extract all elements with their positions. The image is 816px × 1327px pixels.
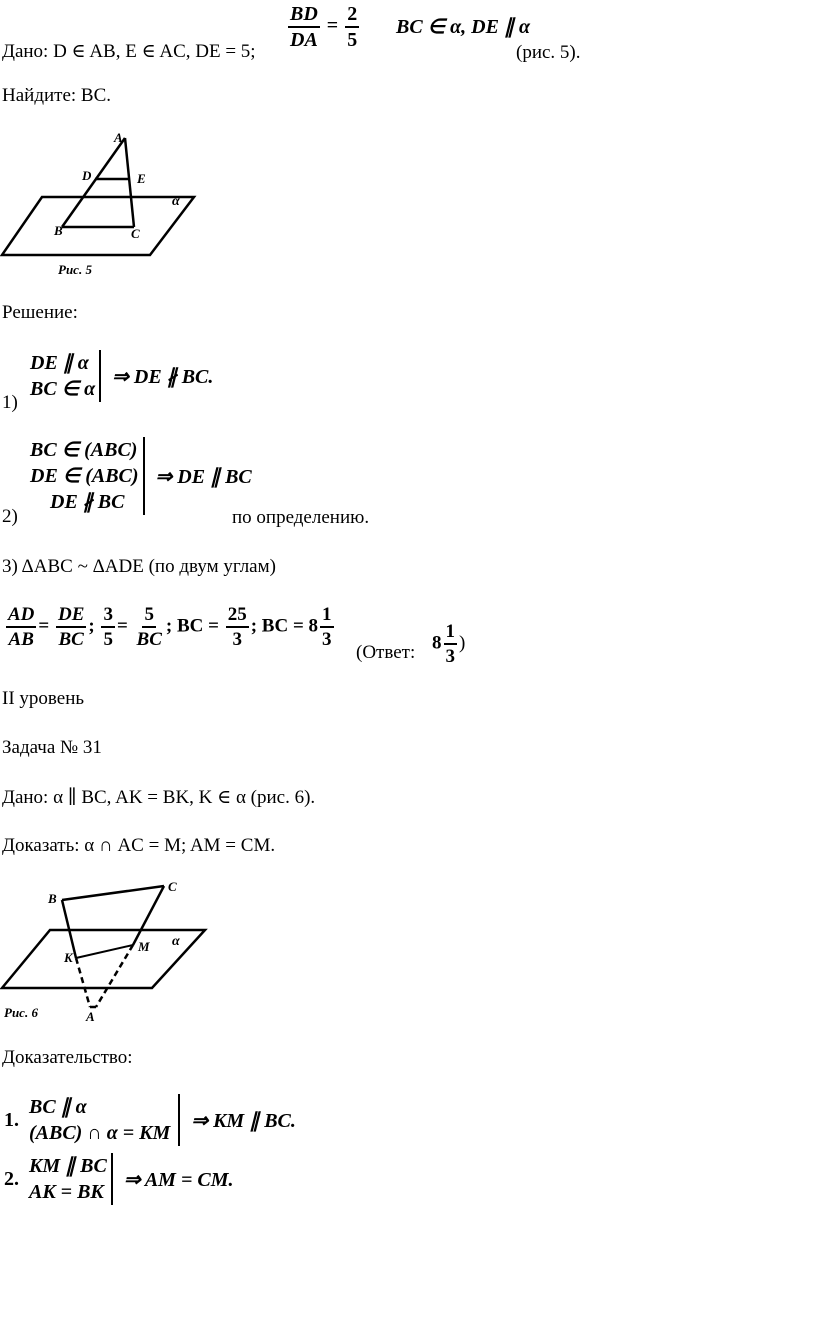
label-a: A — [114, 130, 123, 145]
label-a-6: A — [86, 1009, 95, 1024]
fraction-1-3 — [320, 605, 334, 649]
ratio-denominator: DA — [290, 29, 318, 51]
step1-system — [30, 350, 101, 402]
given-statement-2: Дано: α ∥ BC, AK = BK, K ∈ α (рис. 6). — [2, 787, 316, 808]
figure-6 — [0, 875, 215, 1025]
answer-whole: 8 — [432, 632, 442, 654]
fraction-25-3-den: 3 — [232, 629, 242, 650]
step1-line-2: BC ∈ α — [30, 378, 96, 400]
figure-5-caption: Рис. 5 — [58, 262, 92, 277]
label-alpha: α — [172, 194, 180, 209]
fraction-3-5 — [101, 605, 115, 649]
label-d: D — [82, 168, 92, 183]
proof1-line-2: (ABC) ∩ α = KM — [29, 1122, 171, 1144]
fraction-ad-ab-num: AD — [6, 605, 36, 628]
figure-6-caption: Рис. 6 — [4, 1005, 38, 1020]
fraction-de-bc — [56, 605, 86, 649]
proof1-result: ⇒ KM ∥ BC. — [191, 1109, 296, 1132]
ratio-value-num: 2 — [345, 4, 359, 28]
step2-line-2: DE ∈ (ABC) — [30, 465, 139, 487]
solution-title: Решение: — [2, 302, 78, 323]
label-m-6: M — [138, 939, 150, 954]
fraction-3-5-num: 3 — [101, 605, 115, 628]
figure-5 — [0, 128, 210, 288]
step2-result: ⇒ DE ∥ BC — [155, 465, 252, 488]
proof2-number: 2. — [4, 1167, 19, 1190]
given-text: Дано: D ∈ AB, E ∈ AC, DE = 5; — [2, 41, 256, 62]
segment-ca-6-lower — [96, 945, 133, 1007]
given-condition: BC ∈ α, DE ∥ α — [396, 16, 531, 38]
label-e: E — [137, 171, 146, 186]
proof1-line-1: BC ∥ α — [29, 1096, 87, 1118]
step2-note: по определению. — [232, 507, 370, 528]
answer-value — [432, 622, 465, 666]
fraction-5-bc-den: BC — [136, 629, 162, 650]
proof2-line-2: AK = BK — [29, 1181, 104, 1203]
label-b: B — [54, 223, 63, 238]
segment-ab — [62, 138, 125, 227]
fraction-5-bc-num: 5 — [142, 605, 156, 628]
fraction-ad-ab-den: AB — [8, 629, 34, 650]
fraction-de-bc-num: DE — [56, 605, 86, 628]
ratio-numerator: BD — [288, 4, 320, 28]
fraction-ad-ab — [6, 605, 36, 649]
step1-number: 1) — [2, 392, 18, 413]
prove-statement: Доказать: α ∩ AC = M; AM = CM. — [2, 835, 276, 856]
proof1-system — [29, 1094, 180, 1146]
proof2-line-1: KM ∥ BC — [29, 1155, 107, 1177]
proof2-formula — [4, 1153, 233, 1205]
ratio-formula — [286, 4, 361, 50]
answer-fraction-den: 3 — [445, 646, 455, 667]
step2-line-3: DE ∦ BC — [50, 491, 125, 513]
fraction-3-5-den: 5 — [103, 629, 113, 650]
answer-label: (Ответ: — [356, 642, 416, 663]
step2-line-1: BC ∈ (ABC) — [30, 439, 138, 461]
ratio-fraction — [288, 4, 320, 50]
answer-fraction — [444, 622, 458, 666]
answer-fraction-num: 1 — [444, 622, 458, 645]
label-k-6: K — [64, 950, 73, 965]
find-statement: Найдите: BC. — [2, 85, 112, 106]
segment-bc-6 — [62, 886, 164, 900]
step1-formula — [30, 350, 213, 402]
answer-close: ) — [459, 632, 466, 654]
label-c: C — [131, 226, 140, 241]
given-statement — [2, 40, 256, 63]
fraction-5-bc — [135, 605, 164, 649]
level-heading: II уровень — [2, 688, 85, 709]
label-c-6: C — [168, 879, 177, 894]
step3-statement: 3) ΔABC ~ ΔADE (по двум углам) — [2, 556, 276, 577]
segment-ca-6-upper — [133, 886, 164, 945]
fraction-25-3 — [226, 605, 249, 649]
proportion-formula: $\frac{AD}{AB}$ = $\frac{DE}{BC}$ ; $\frac{3}{5}$ = $\frac{5}{BC}$ ; BC = $\frac{25}{3}$ ; BC = 8 $\frac{1}{3}$ — [8, 604, 332, 650]
step2-number: 2) — [2, 506, 18, 527]
ratio-value-den: 5 — [347, 29, 358, 51]
ratio-value — [345, 4, 359, 50]
segment-ba-6-lower — [76, 958, 90, 1007]
task-heading: Задача № 31 — [2, 737, 102, 758]
segment-ac — [125, 138, 134, 227]
bc-equals: BC = — [176, 615, 219, 637]
step2-formula — [30, 437, 252, 515]
fraction-25-3-num: 25 — [226, 605, 249, 628]
step2-system — [30, 437, 145, 515]
fraction-1-3-num: 1 — [320, 605, 334, 628]
ratio-equals: = — [326, 14, 339, 37]
step1-result: ⇒ DE ∦ BC. — [112, 365, 214, 388]
label-alpha-6: α — [172, 934, 180, 949]
label-b-6: B — [48, 891, 57, 906]
figure-reference: (рис. 5). — [516, 42, 581, 63]
segment-km-6 — [76, 945, 133, 958]
proof2-system — [29, 1153, 113, 1205]
proof1-number: 1. — [4, 1108, 19, 1131]
step1-line-1: DE ∥ α — [30, 352, 89, 374]
proof1-formula — [4, 1094, 296, 1146]
proof2-result: ⇒ AM = CM. — [123, 1168, 234, 1191]
proof-title: Доказательство: — [2, 1047, 133, 1068]
fraction-1-3-den: 3 — [322, 629, 332, 650]
fraction-de-bc-den: BC — [58, 629, 84, 650]
bc-equals-mixed: BC = 8 — [261, 615, 319, 637]
